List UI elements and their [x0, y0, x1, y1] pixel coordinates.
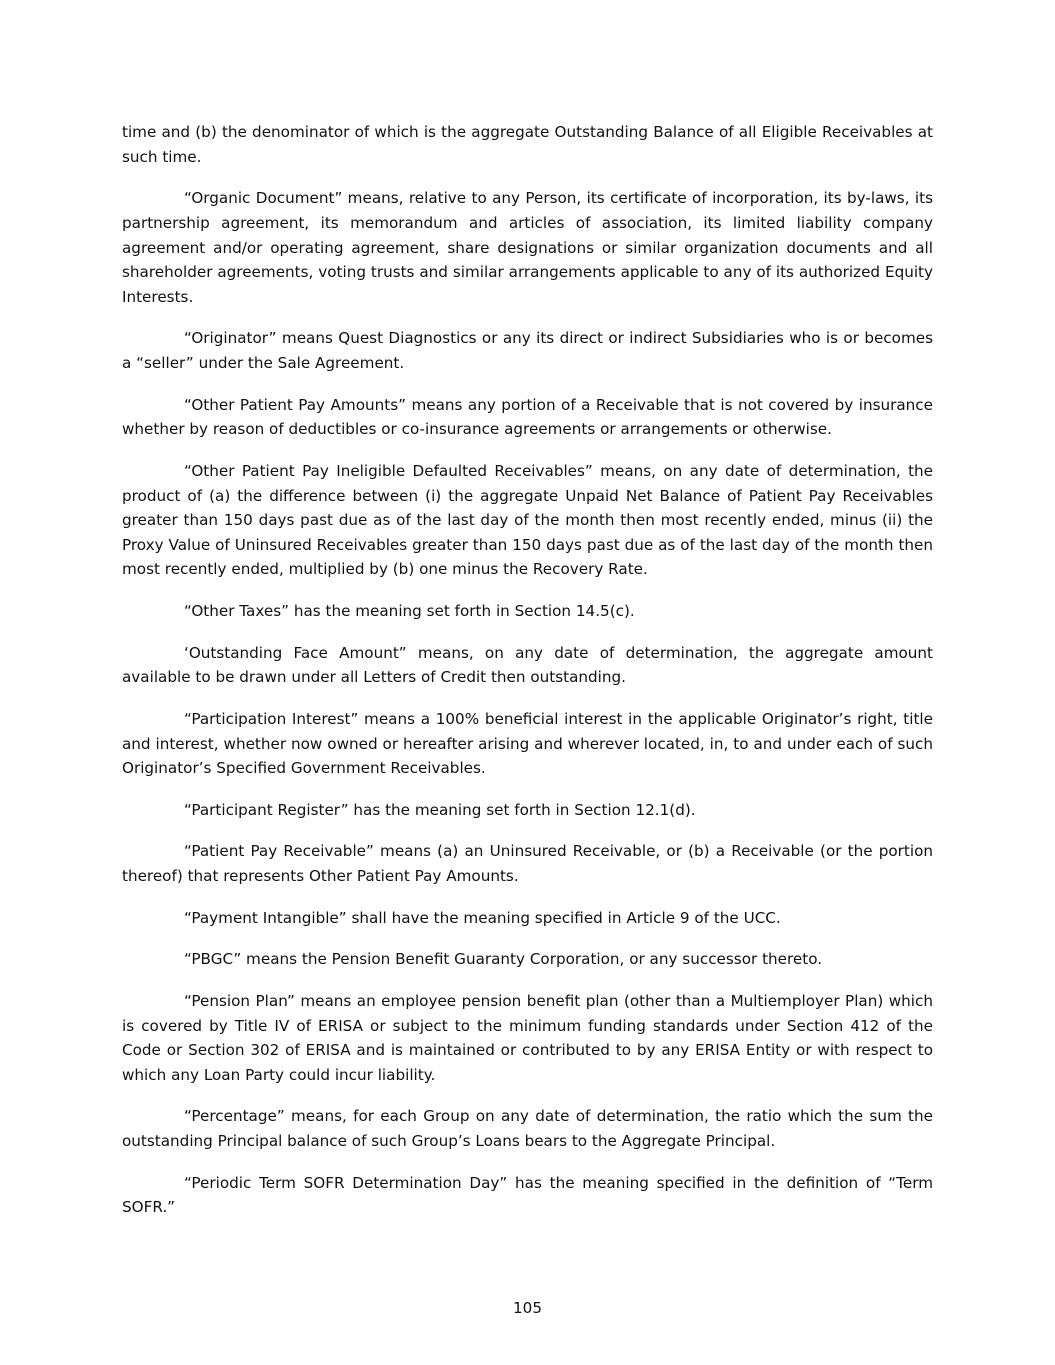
paragraph-other-patient-pay-amounts: “Other Patient Pay Amounts” means any portion of a Receivable that is not covered by insurance whether by reason of deductibles or co-insurance agreements or arrangements or otherwise.	[122, 395, 933, 439]
paragraph-pension-plan: “Pension Plan” means an employee pension benefit plan (other than a Multiemployer Plan) which is covered by Title IV of ERISA or subject to the minimum funding standards under Section 412 of the Code or Section 302 of ERISA and is maintained or contributed to by any ERISA Entity or with respect to which any Loan Party could incur liability.	[122, 991, 933, 1084]
paragraph-participation-interest: “Participation Interest” means a 100% beneficial interest in the applicable Originator’s right, title and interest, whether now owned or hereafter arising and wherever located, in, to and under each of such Originator’s Specified Government Receivables.	[122, 709, 933, 778]
paragraph-outstanding-face-amount: ‘Outstanding Face Amount” means, on any date of determination, the aggregate amount available to be drawn under all Letters of Credit then outstanding.	[122, 643, 933, 687]
paragraph-participant-register: “Participant Register” has the meaning set forth in Section 12.1(d).	[184, 800, 696, 819]
page-number: 105	[513, 1299, 542, 1317]
paragraph-continued-definition: time and (b) the denominator of which is the aggregate Outstanding Balance of all Eligible Receivables at such time.	[122, 123, 933, 166]
document-body	[122, 120, 933, 1220]
paragraph-percentage: “Percentage” means, for each Group on any date of determination, the ratio which the sum the outstanding Principal balance of such Group’s Loans bears to the Aggregate Principal.	[122, 1107, 933, 1150]
paragraph-payment-intangible: “Payment Intangible” shall have the meaning specified in Article 9 of the UCC.	[184, 908, 781, 927]
paragraph-pbgc: “PBGC” means the Pension Benefit Guaranty Corporation, or any successor thereto.	[184, 950, 823, 969]
paragraph-originator: “Originator” means Quest Diagnostics or any its direct or indirect Subsidiaries who is or becomes a “seller” under the Sale Agreement.	[122, 329, 933, 372]
paragraph-organic-document: “Organic Document” means, relative to any Person, its certificate of incorporation, its by-laws, its partnership agreement, its memorandum and articles of association, its limited liability company agreement and/or operating agreement, share designations or similar organization documents and all shareholder agreements, voting trusts and similar arrangements applicable to any of its authorized Equity Interests.	[122, 189, 933, 306]
paragraph-other-patient-pay-ineligible-defaulted-receivables: “Other Patient Pay Ineligible Defaulted Receivables” means, on any date of determination, the product of (a) the difference between (i) the aggregate Unpaid Net Balance of Patient Pay Receivables greater than 150 days past due as of the last day of the month then most recently ended, minus (ii) the Proxy Value of Uninsured Receivables greater than 150 days past due as of the last day of the month then most recently ended, multiplied by (b) one minus the Recovery Rate.	[122, 461, 933, 579]
paragraph-periodic-term-sofr-determination-day: “Periodic Term SOFR Determination Day” has the meaning specified in the definition of “Term SOFR.”	[122, 1173, 933, 1217]
paragraph-patient-pay-receivable: “Patient Pay Receivable” means (a) an Uninsured Receivable, or (b) a Receivable (or the portion thereof) that represents Other Patient Pay Amounts.	[122, 842, 933, 885]
paragraph-other-taxes: “Other Taxes” has the meaning set forth in Section 14.5(c).	[184, 602, 635, 620]
